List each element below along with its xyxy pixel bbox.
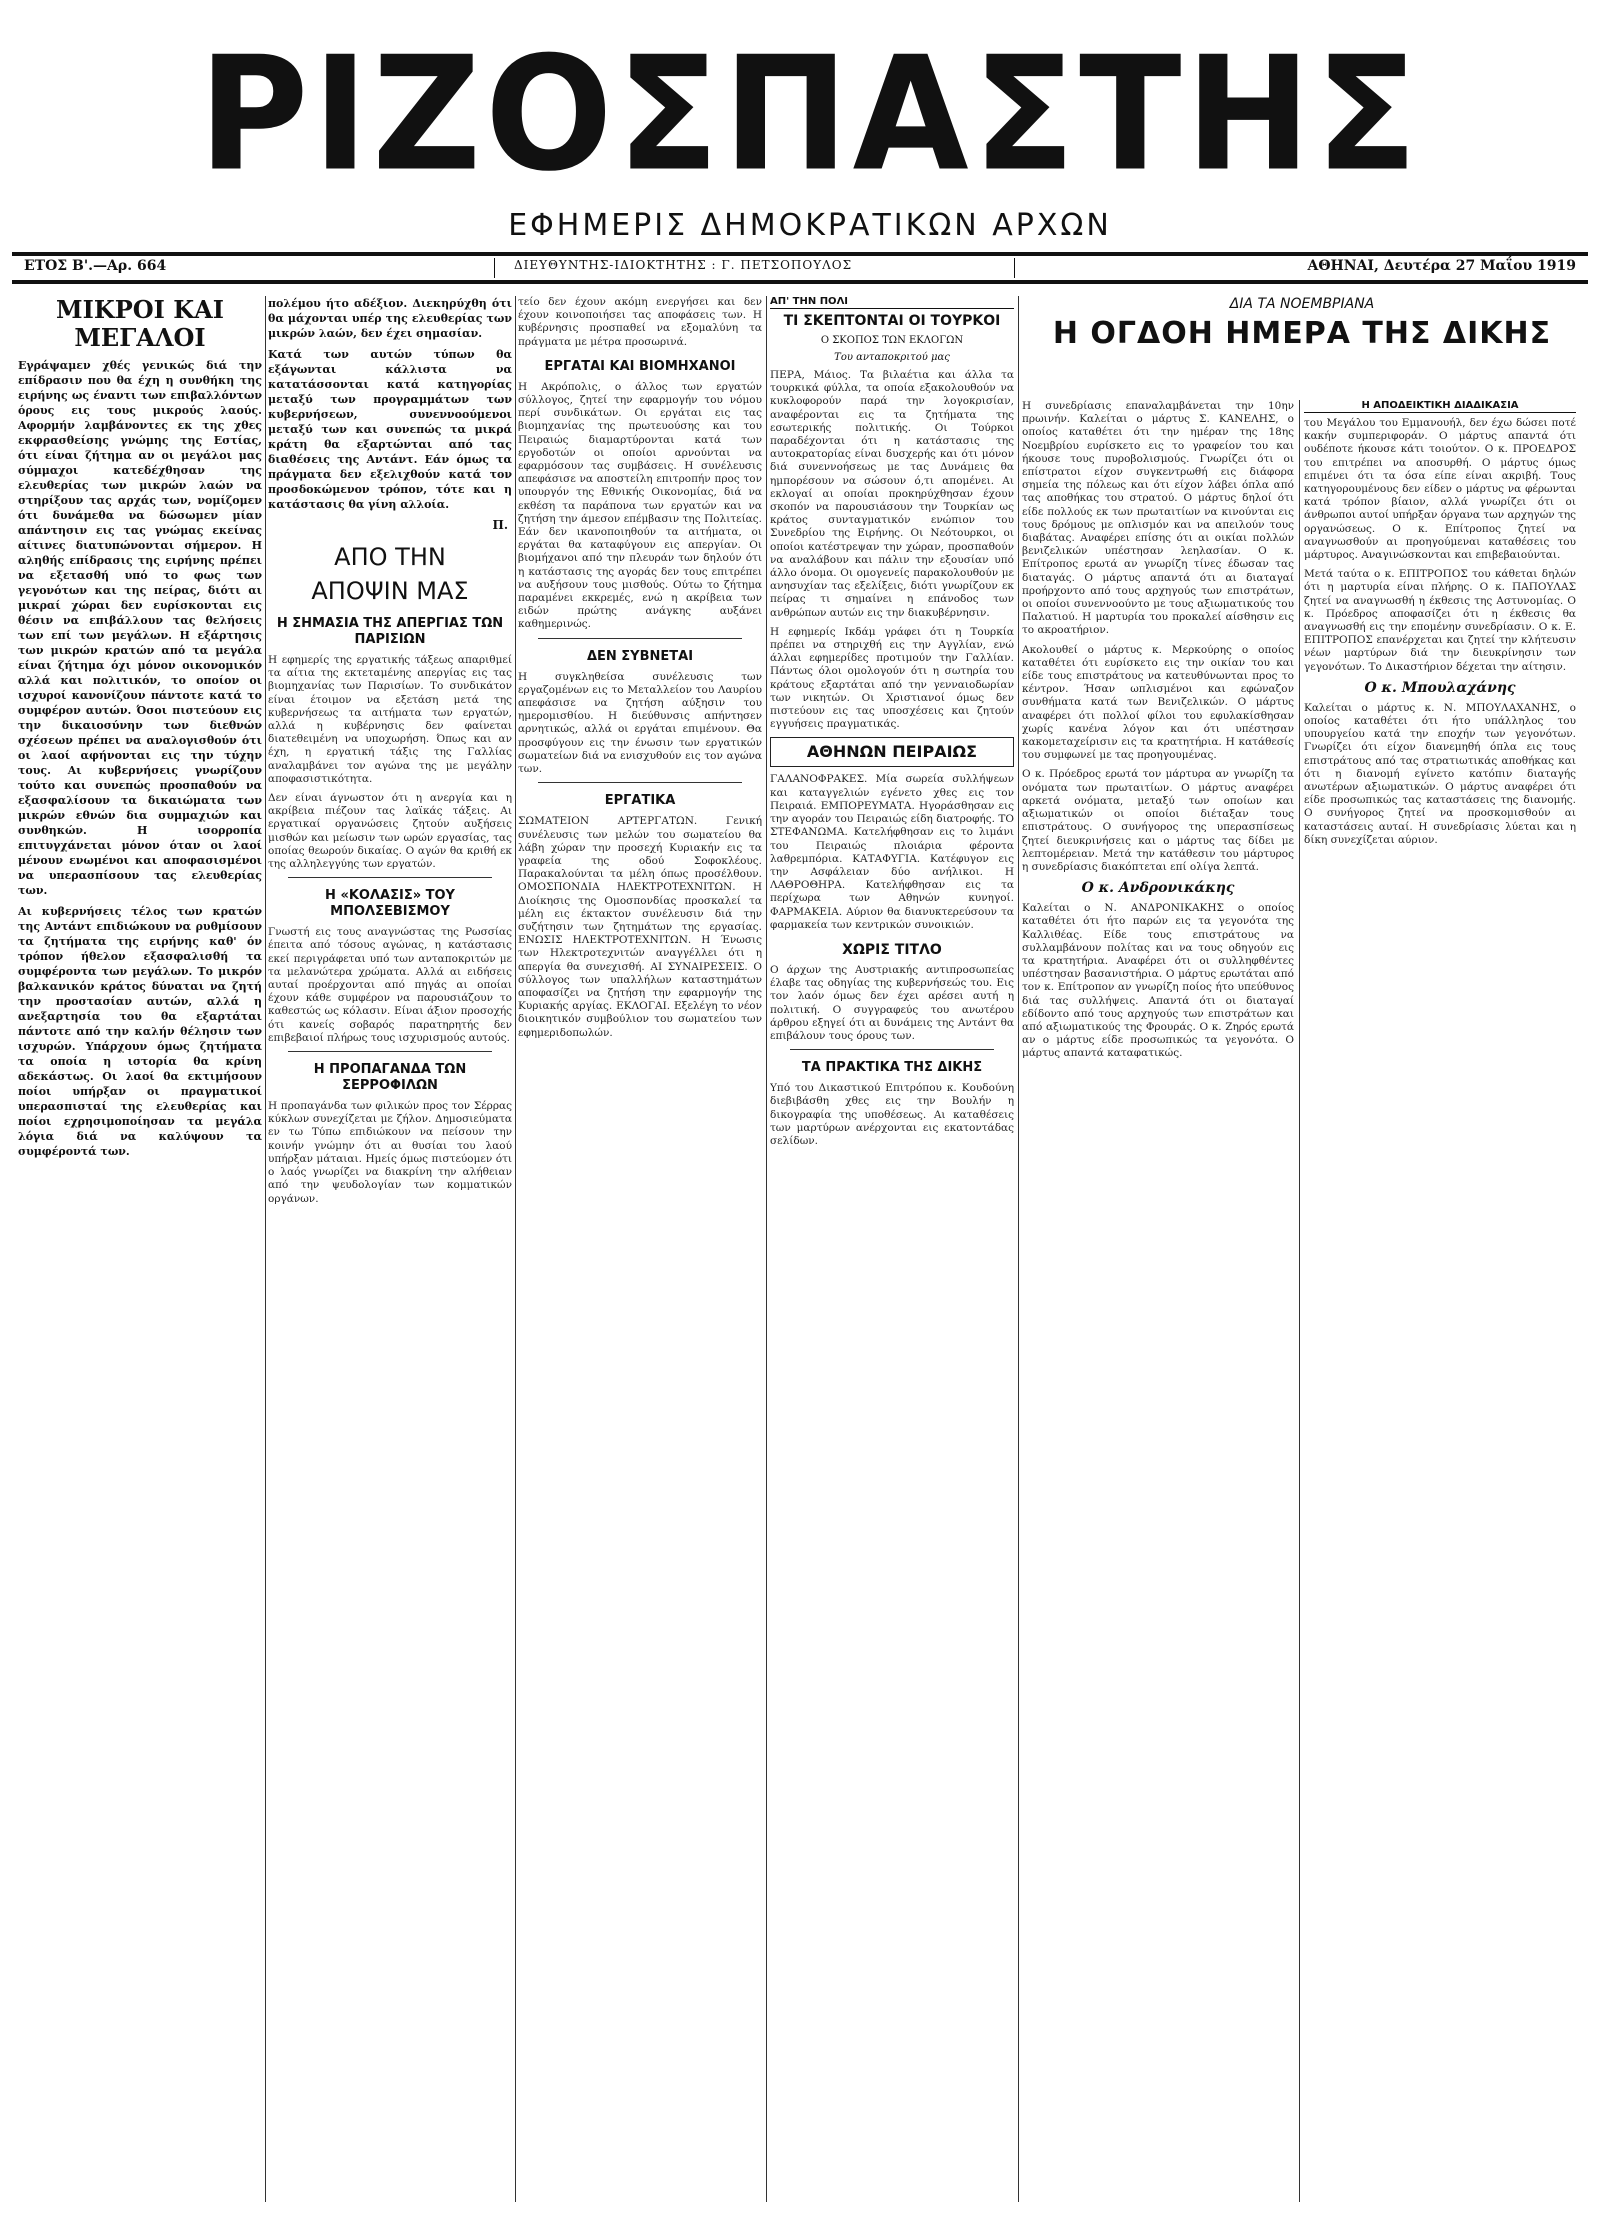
info-divider xyxy=(494,258,495,278)
article-body: Ο άρχων της Αυστριακής αντιπροσωπείας έλαβε τας οδηγίας της κυβερνήσεώς του. Εις τον λαόν όμως δεν έχει αρέσει αυτή η πολιτική. Ο συγγραφεύς του ανωτέρου άρθρου εξηγεί ότι αι δυνάμεις της Αντάντ θα επιβάλουν τους όρους των. xyxy=(770,963,1014,1042)
article-body: πολέμου ήτο αδέξιον. Διεκηρύχθη ότι θα μάχονται υπέρ της ελευθερίας των μικρών λαών, δεν έχει σημασίαν. xyxy=(268,297,512,340)
article-body: ΠΕΡΑ, Μάιος. Τα βιλαέτια και άλλα τα τουρκικά φύλλα, τα οποία εξακολουθούν να κυκλοφορούν παρά την λογοκρισίαν, αναφέρονται εις τα ζητήματα της εσωτερικής πολιτικής. Οι Τούρκοι παραδέχονται ότι η κατάστασις της αυτοκρατορίας είναι δυσχερής και ότι μόνον διά συνεννοήσεως με τας Δυνάμεις θα ημπορέσουν να σώσουν ό,τι απομένει. Αι εκλογαί αι οποίαι προκηρύχθησαν έχουν σκοπόν να παρουσιάσουν την Τουρκίαν ως κράτος συνταγματικόν ενώπιον του Συνεδρίου της Ειρήνης. Οι Νεότουρκοι, οι οποίοι κατέστρεψαν την χώραν, προσπαθούν να αναλάβουν και πάλιν την εξουσίαν υπό άλλο όνομα. Οι ομογενείς παρακολουθούν με ανησυχίαν τας εξελίξεις, διότι γνωρίζουν εκ πείρας τι σημαίνει η επάνοδος των ανθρώπων αυτών εις την διακυβέρνησιν. xyxy=(770,369,1014,619)
article-body: Η προπαγάνδα των φιλικών προς τον Σέρρας κύκλων συνεχίζεται με ζήλον. Δημοσιεύματα εν τω Τύπω επιδιώκουν να πείσουν την κοινήν γνώμην ότι αι θυσίαι του λαού υπήρξαν μάταιαι. Ημείς όμως πιστεύομεν ότι ο λαός γνωρίζει να διακρίνη την αλήθειαν από την ψευδολογίαν των κομματικών οργάνων. xyxy=(268,1100,512,1205)
column-divider xyxy=(766,296,767,2202)
issue-number: ΕΤΟΣ Β'.—Αρ. 664 xyxy=(24,258,167,274)
feature-head-line1: ΑΠΟ ΤΗΝ xyxy=(334,543,446,571)
section-kicker: ΔΙΑ ΤΑ ΝΟΕΜΒΡΙΑΝΑ xyxy=(1229,296,1375,312)
info-divider xyxy=(1014,258,1015,278)
headline-ogdoi-imera: Η ΟΓΔΟΗ ΗΜΕΡΑ ΤΗΣ ΔΙΚΗΣ xyxy=(1052,316,1552,351)
subheadline: ΕΡΓΑΤΙΚΑ xyxy=(604,793,676,809)
article-body: Η εφημερίς Ικδάμ γράφει ότι η Τουρκία πρέπει να στηριχθή εις την Αγγλίαν, ενώ άλλαι εφημερίδες προτιμούν την Γαλλίαν. Πάντως όλοι ομολογούν ότι η σωτηρία του κράτους εξαρτάται από την γενναιοδωρίαν των νικητών. Οι Χριστιανοί όμως δεν πιστεύουν εις τας υποσχέσεις και ζητούν εγγυήσεις πραγματικάς. xyxy=(770,625,1014,731)
subheadline: Η ΑΠΟΔΕΙΚΤΙΚΗ ΔΙΑΔΙΚΑΣΙΑ xyxy=(1304,400,1576,413)
article-body: Ακολουθεί ο μάρτυς κ. Μερκούρης ο οποίος καταθέτει ότι ευρίσκετο εις την οικίαν του και είδε τους επιστράτους να κατευθύνωνται προς το κέντρον. Ήσαν ωπλισμένοι και εφώναζον συνθήματα κατά των Βενιζελικών. Ο μάρτυς αναφέρει ότι πολλοί φίλοι του εφυλακίσθησαν χωρίς κανένα λόγον και ότι υπέστησαν κακομεταχείρισιν εις τα κρατητήρια. Η κατάθεσίς του συμφωνεί με τας προηγουμένας. xyxy=(1022,643,1294,762)
witness-heading: Ο κ. Ανδρονικάκης xyxy=(1081,880,1235,897)
column-3 xyxy=(518,296,762,2202)
director-line: ΔΙΕΥΘΥΝΤΗΣ-ΙΔΙΟΚΤΗΤΗΣ : Γ. ΠΕΤΣΟΠΟΥΛΟΣ xyxy=(514,258,853,272)
column-divider xyxy=(1299,400,1300,2202)
section-headline: ΑΘΗΝΩΝ ΠΕΙΡΑΙΩΣ xyxy=(806,742,978,762)
article-body: Καλείται ο μάρτυς κ. Ν. ΜΠΟΥΛΑΧΑΝΗΣ, ο οποίος καταθέτει ότι ήτο υπάλληλος του υπουργείου κατά την εποχήν των γεγονότων. Γνωρίζει ότι είχον διανεμηθή όπλα εις τους επιστράτους από τας στρατιωτικάς αποθήκας και ότι η διανομή εγίνετο κατόπιν διαταγής ανωτέρων αξιωματικών. Ο μάρτυς αναφέρει ότι είδε προσωπικώς τας καταστάσεις της διανομής. Ο συνήγορος ζητεί να προσκομισθούν αι καταστάσεις αυταί. Η συνεδρίασις λύεται και η δίκη συνεχίζεται αύριον. xyxy=(1304,701,1576,846)
info-line xyxy=(14,258,1586,278)
top-rule xyxy=(12,252,1588,256)
article-body: Εγράψαμεν χθές γενικώς διά την επίδρασιν που θα έχη η συνθήκη της ειρήνης ως έναντι των επιβαλλόντων όρους εις τους μικρούς λαούς. Αφορμήν λαμβάνοντες εκ της χθες εκφρασθείσης γνώμης της Εστίας, ότι είναι ζήτημα αν οι μεγάλοι μας σύμμαχοι κατεδέχθησαν της ελευθερίας των μικρών λαών να στηρίξουν τας αρχάς των, νομίζομεν ότι δυνάμεθα να δώσωμεν μίαν απάντησιν εις τας γνώμας εκείνας αίτινες διατυπώνονται σήμερον. Η αληθής επίδρασις της ειρήνης πρέπει να εξετασθή υπό το φως των γεγονότων και της πείρας, διότι αι μικραί χώραι δεν ευρίσκονται εις θέσιν να επιβάλλουν τας θελήσεις των επί των μεγάλων. Η εξάρτησις των μικρών κρατών από τα μεγάλα είναι ζήτημα όχι μόνον οικονομικόν αλλά και πολιτικόν, το οποίον οι ισχυροί κανονίζουν πάντοτε κατά το συμφέρον αυτών. Όσοι πιστεύουν εις την δικαιοσύνην των διεθνών σχέσεων πρέπει να αναλογισθούν ότι οι λαοί αφήνονται εις την τύχην τους. Αι κυβερνήσεις γνωρίζουν τούτο και συνεπώς προσπαθούν να εξασφαλίσουν τα δικαιώματα των μικρών εθνών δια συμμαχιών και συνθηκών. Η ισορροπία επιτυγχάνεται μόνον όταν οι λαοί μένουν ενωμένοι και αποφασισμένοι να υπερασπίσουν τας ελευθερίας των. xyxy=(18,359,262,897)
masthead xyxy=(60,23,1560,260)
article-body: Δεν είναι άγνωστον ότι η ανεργία και η ακρίβεια πιέζουν τας λαϊκάς τάξεις. Αι εργατικαί οργανώσεις ζητούν αυξήσεις μισθών και μείωσιν των ωρών εργασίας, τας οποίας θεωρούν δικαίας. Ο αγών θα κριθή εκ της αλληλεγγύης των εργατών. xyxy=(268,792,512,871)
article-body: ΣΩΜΑΤΕΙΟΝ ΑΡΤΕΡΓΑΤΩΝ. Γενική συνέλευσις των μελών του σωματείου θα λάβη χώραν την προσεχή Κυριακήν εις τα γραφεία της οδού Σοφοκλέους. Παρακαλούνται τα μέλη όπως προσέλθουν. ΟΜΟΣΠΟΝΔΙΑ ΗΛΕΚΤΡΟΤΕΧΝΙΤΩΝ. Η Διοίκησις της Ομοσπονδίας προσκαλεί τα μέλη εις έκτακτον συνέλευσιν διά την συζήτησιν των ζητημάτων της εργασίας. ΕΝΩΣΙΣ ΗΛΕΚΤΡΟΤΕΧΝΙΤΩΝ. Η Ένωσις των Ηλεκτροτεχνιτών αναγγέλλει ότι η απεργία θα συνεχισθή. ΑΙ ΣΥΝΑΙΡΕΣΕΙΣ. Ο σύλλογος των υπαλλήλων καταστημάτων αποφασίζει να ζητήση την εφαρμογήν της Κυριακής αργίας. ΕΚΛΟΓΑΙ. Εξελέγη το νέον διοικητικόν συμβούλιον του σωματείου των εφημεριδοπωλών. xyxy=(518,815,762,1039)
divider xyxy=(288,1051,492,1052)
article-body: Υπό του Δικαστικού Επιτρόπου κ. Κουδούνη διεβιβάσθη χθες εις την Βουλήν η δικογραφία της υποθέσεως. Αι καταθέσεις των μαρτύρων ανέρχονται εις εκατοντάδας σελίδων. xyxy=(770,1082,1014,1147)
divider xyxy=(790,1049,994,1050)
article-body: Κατά των αυτών τύπων θα εξάγωνται κάλλιστα να κατατάσσονται κατά κατηγορίας μεταξύ των προγραμμάτων των κυβερνήσεων, συνεννοούμενοι μεταξύ των και συνεπώς τα μικρά κράτη θα εξαρτώνται από τας διαθέσεις της Αντάντ. Εάν όμως τα πράγματα δεν εξελιχθούν κατά τον προσδοκώμενον τρόπον, τότε και η κατάστασις θα γίνη αλλοία. xyxy=(268,348,512,511)
column-5-header xyxy=(1022,296,1582,396)
divider xyxy=(538,782,742,783)
article-body: Μετά ταύτα ο κ. ΕΠΙΤΡΟΠΟΣ του κάθεται δηλών ότι η μαρτυρία είναι πλήρης. Ο κ. ΠΑΠΟΥΛΑΣ ζητεί να αναγνωσθή η έκθεσις της Αστυνομίας. Ο κ. Πρόεδρος αποφασίζει ότι η έκθεσις θα αναγνωσθή εις την επομένην συνεδρίασιν. Ο κ. Ε. ΕΠΙΤΡΟΠΟΣ επανέρχεται και ζητεί την κλήτευσιν νέων μαρτύρων διά την διευκρίνησιν των γεγονότων. Το Δικαστήριον δέχεται την αίτησιν. xyxy=(1304,568,1576,673)
article-body: Ο κ. Πρόεδρος ερωτά τον μάρτυρα αν γνωρίζη τα ονόματα των πρωταιτίων. Ο μάρτυς αναφέρει αρκετά ονόματα, μεταξύ των οποίων και αξιωματικών οι οποίοι διέταξαν τους επιστράτους. Ο συνήγορος της υπερασπίσεως ζητεί διευκρινήσεις και ο μάρτυς τας δίδει με λεπτομέρειαν. Μετά την κατάθεσιν του μάρτυρος η συνεδρίασις διακόπτεται επί ολίγα λεπτά. xyxy=(1022,768,1294,873)
section-kicker: ΑΠ' ΤΗΝ ΠΟΛΙ xyxy=(770,296,1014,309)
headline: ΤΙ ΣΚΕΠΤΟΝΤΑΙ ΟΙ ΤΟΥΡΚΟΙ xyxy=(783,313,1001,329)
column-5a xyxy=(1022,400,1294,2202)
subheadline: Η ΣΗΜΑΣΙΑ ΤΗΣ ΑΠΕΡΓΙΑΣ ΤΩΝ ΠΑΡΙΣΙΩΝ xyxy=(276,616,504,647)
divider xyxy=(288,877,492,878)
column-divider xyxy=(515,296,516,2202)
subheadline: Η ΠΡΟΠΑΓΑΝΔΑ ΤΩΝ ΣΕΡΡΟΦΙΛΩΝ xyxy=(313,1062,467,1094)
headline-mikroi-kai-megaloi: ΜΙΚΡΟΙ ΚΑΙ ΜΕΓΑΛΟΙ xyxy=(56,296,224,352)
column-1 xyxy=(18,296,262,2202)
bottom-rule xyxy=(12,280,1588,284)
column-2 xyxy=(268,296,512,2202)
subheadline: ΤΑ ΠΡΑΚΤΙΚΑ ΤΗΣ ΔΙΚΗΣ xyxy=(801,1060,983,1076)
article-body: Γνωστή εις τους αναγνώστας της Ρωσσίας έπειτα από τόσους αγώνας, η κατάστασις εκεί περιγράφεται υπό των ανταποκριτών με τα μελανώτερα χρώματα. Αλλά αι ειδήσεις αυταί προέρχονται από πηγάς αι οποίαι έχουν κάθε συμφέρον να παρουσιάζουν το καθεστώς ως κόλασιν. Είναι άξιον προσοχής ότι κανείς σοβαρός παρατηρητής δεν επιβεβαιοί πλήρως τους ισχυρισμούς αυτούς. xyxy=(268,926,512,1044)
article-body: Η Ακρόπολις, ο άλλος των εργατών σύλλογος, ζητεί την εφαρμογήν του νόμου περί συνδικάτων. Οι εργάται εις τας βιομηχανίας της πρωτευούσης και του Πειραιώς διαμαρτύρονται κατά των εργοδοτών οι οποίοι αρνούνται να εφαρμόσουν τας συμβάσεις. Η συνέλευσις απεφάσισε να αποστείλη επιτροπήν προς τον υπουργόν της Εθνικής Οικονομίας, διά να εκθέση τα παράπονα των εργατών και να ζητήση την άμεσον επέμβασιν της Πολιτείας. Εάν δεν ικανοποιηθούν τα αιτήματα, οι εργάται θα καταφύγουν εις απεργίαν. Οι βιομήχανοι από την πλευράν των δηλούν ότι η κατάστασις της αγοράς δεν τους επιτρέπει να αυξήσουν τους μισθούς. Ούτω το ζήτημα παραμένει εκκρεμές, ενώ η ακρίβεια των ειδών πρώτης ανάγκης αυξάνει καθημερινώς. xyxy=(518,380,762,631)
article-body: Η συγκληθείσα συνέλευσις των εργαζομένων εις το Μεταλλείον του Λαυρίου απεφάσισε να ζητήση αύξησιν του ημερομισθίου. Η διεύθυνσις απήντησεν αρνητικώς, αλλά οι εργάται επιμένουν. Θα προσφύγουν εις την ένωσιν των εργατικών σωματείων διά να ενισχυθούν εις τον αγώνα των. xyxy=(518,670,762,776)
section-box xyxy=(770,737,1014,767)
byline: Του ανταποκριτού μας xyxy=(834,352,950,363)
column-divider xyxy=(1018,296,1019,2202)
article-body: του Μεγάλου του Εμμανουήλ, δεν έχω δώσει ποτέ κακήν συμπεριφοράν. Ο μάρτυς απαντά ότι ουδέποτε ήκουσε κάτι τοιούτον. Ο κ. ΠΡΟΕΔΡΟΣ του επιτρέπει να αποσυρθή. Ο μάρτυς όμως επιμένει ότι τα όσα είπε είναι ακριβή. Τους κατηγορουμένους δεν είδεν ο μάρτυς να φέρωνται κατά τρόπον βίαιον, αλλά γνωρίζει ότι οι άνθρωποι αυτοί υπήρξαν όργανα των αρχηγών της οργανώσεως. Ο κ. Επίτροπος ζητεί να αναγνωσθούν αι προηγούμεναι καταθέσεις του μάρτυρος. Αναγινώσκονται και επιβεβαιούνται. xyxy=(1304,417,1576,562)
issue-date: ΑΘΗΝΑΙ, Δευτέρα 27 Μαΐου 1919 xyxy=(1307,258,1576,274)
article-body: Καλείται ο Ν. ΑΝΔΡΟΝΙΚΑΚΗΣ ο οποίος καταθέτει ότι ήτο παρών εις τα γεγονότα της Καλλιθέας. Είδε τους επιστράτους να συλλαμβάνουν πολίτας και να τους οδηγούν εις τα κρατητήρια. Αναφέρει ότι οι συλληφθέντες υπέστησαν βασανιστήρια. Ο μάρτυς ερωτάται από τον κ. Επίτροπον αν γνωρίζη ποίος ήτο υπεύθυνος διά τας συλλήψεις. Απαντά ότι οι διαταγαί εδίδοντο από τους αρχηγούς των επιστράτων και από αξιωματικούς της Φρουράς. Ο κ. Ζηρός ερωτά αν ο μάρτυς είδε προσωπικώς τα γεγονότα. Ο μάρτυς απαντά καταφατικώς. xyxy=(1022,902,1294,1060)
masthead-title: ΡΙΖΟΣΠΑΣΤΗΣ xyxy=(198,23,1422,207)
column-divider xyxy=(265,296,266,2202)
article-body: ΓΑΛΑΝΟΦΡΑΚΕΣ. Μία σωρεία συλλήψεων και καταγγελιών εγένετο χθες εις τον Πειραιά. ΕΜΠΟΡΕΥΜΑΤΑ. Ηγοράσθησαν εις την αγοράν του Πειραιώς είδη διατροφής. ΤΟ ΣΤΕΦΑΝΩΜΑ. Κατελήφθησαν εις το λιμάνι του Πειραιώς πλοιάρια φέροντα λαθρεμπόρια. ΚΑΤΑΦΥΓΙΑ. Κατέφυγον εις την Ασφάλειαν δύο ανήλικοι. Η ΛΑΘΡΟΘΗΡΑ. Κατελήφθησαν εις τα περίχωρα των Αθηνών κυνηγοί. ΦΑΡΜΑΚΕΙΑ. Αύριον θα διανυκτερεύσουν τα φαρμακεία των κεντρικών συνοικιών. xyxy=(770,773,1014,931)
column-5b xyxy=(1304,400,1576,2202)
subheadline: Η «ΚΟΛΑΣΙΣ» ΤΟΥ ΜΠΟΛΣΕΒΙΣΜΟΥ xyxy=(325,888,455,920)
article-body: Η εφημερίς της εργατικής τάξεως απαριθμεί τα αίτια της εκτεταμένης απεργίας εις τας βιομηχανίας των Παρισίων. Το συνδικάτον είναι έτοιμον να εξετάση μετά της κυβερνήσεως τα αιτήματα των εργατών, αλλά η κυβέρνησις δεν φαίνεται διατεθειμένη να υποχωρήση. Όπως και αν έχη, η εργατική τάξις της Γαλλίας αναλαμβάνει τον αγώνα της με μεγάλην αποφασιστικότητα. xyxy=(268,654,512,785)
divider xyxy=(538,638,742,639)
article-body: τείο δεν έχουν ακόμη ενεργήσει και δεν έχουν κοινοποιήσει τας αποφάσεις των. Η κυβέρνησις προσπαθεί να εξομαλύνη τα πράγματα με μέτρα προσωρινά. xyxy=(518,296,762,348)
masthead-subtitle: ΕΦΗΜΕΡΙΣ ΔΗΜΟΚΡΑΤΙΚΩΝ ΑΡΧΩΝ xyxy=(508,208,1112,243)
signature: Π. xyxy=(492,518,508,532)
column-4 xyxy=(770,296,1014,2202)
subheadline: ΔΕΝ ΣΥΒΝΕΤΑΙ xyxy=(586,648,694,664)
article-body: Αι κυβερνήσεις τέλος των κρατών της Αντάντ επιδιώκουν να ρυθμίσουν τα ζητήματα της ειρήνης καθ' όν τρόπον ήθελον εξασφαλισθή τα συμφέροντα των μεγάλων. Το μικρόν βαλκανικόν κράτος δύναται να ζητή την προστασίαν αυτών, αλλά η ανεξαρτησία του θα εξαρτάται πάντοτε από την καλήν θέλησιν των ισχυρών. Υπάρχουν όμως ζητήματα τα οποία η ιστορία θα κρίνη αδεκάστως. Οι λαοί θα εκτιμήσουν ποίοι υπήρξαν οι πραγματικοί υπερασπισταί της ελευθερίας και ποίοι εχρησιμοποίησαν τα μεγάλα λόγια διά να καλύψουν τα συμφέροντά των. xyxy=(18,905,262,1158)
article-body: Η συνεδρίασις επαναλαμβάνεται την 10ην πρωινήν. Καλείται ο μάρτυς Σ. ΚΑΝΕΛΗΣ, ο οποίος καταθέτει ότι την ημέραν της 18ης Νοεμβρίου ευρίσκετο εις το γραφείον του και ήκουσε τους πυροβολισμούς. Γνωρίζει ότι οι επίστρατοι είχον συγκεντρωθή εις διάφορα σημεία της πόλεως και ότι είχον λάβει όπλα από τας αποθήκας του στρατού. Ο μάρτυς δηλοί ότι είδε πολλούς εκ των πρωταιτίων να κινούνται εις τους δρόμους με οπλισμόν και να απειλούν τους διαβάτας. Αναφέρει επίσης ότι αι οικίαι πολλών βενιζελικών υπέστησαν λεηλασίαν. Ο κ. Επίτροπος ερωτά αν γνωρίζη τίνες έδωσαν τας διαταγάς. Ο μάρτυς απαντά ότι αι διαταγαί προήρχοντο από τους αρχηγούς των επιστράτων, οι οποίοι συνεννοούντο με τους αξιωματικούς του Παλατιού. Η μαρτυρία του προκαλεί αίσθησιν εις το ακροατήριον. xyxy=(1022,400,1294,637)
subheadline: ΕΡΓΑΤΑΙ ΚΑΙ ΒΙΟΜΗΧΑΝΟΙ xyxy=(544,358,736,374)
witness-heading: Ο κ. Μπουλαχάνης xyxy=(1364,679,1516,696)
subheadline: Ο ΣΚΟΠΟΣ ΤΩΝ ΕΚΛΟΓΩΝ xyxy=(820,335,964,346)
feature-head-line2: ΑΠΟΨΙΝ ΜΑΣ xyxy=(311,577,469,605)
subheadline: ΧΩΡΙΣ ΤΙΤΛΟ xyxy=(842,941,942,958)
